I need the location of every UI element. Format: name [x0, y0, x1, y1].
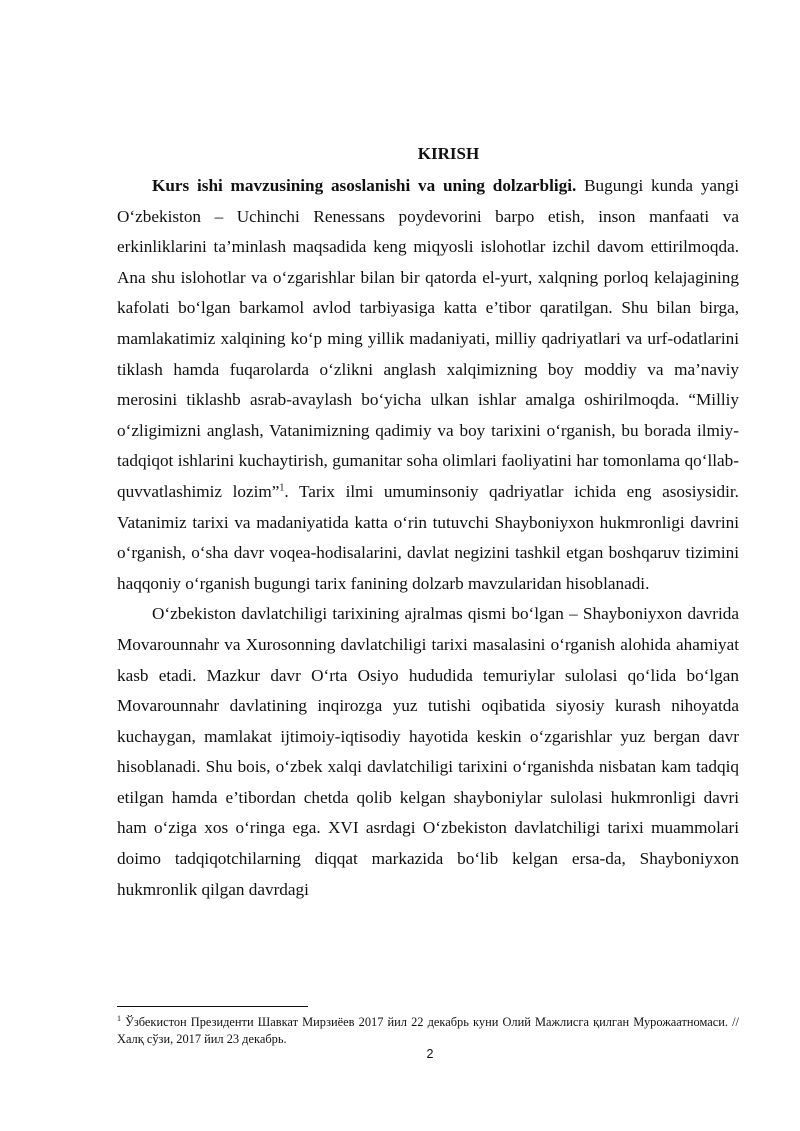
body-text	[117, 171, 739, 905]
footnote-reference[interactable]: 1	[279, 482, 285, 494]
footnote	[117, 1014, 739, 1047]
paragraph-1-text: Bugungi kunda yangi O‘zbekiston – Uchinchi Renessans poydevorini barpo etish, inson manfaati va erkinliklarini ta’minlash maqsadida keng miqyosli islohotlar izchil davom ettirilmoqda. Ana shu islohotlar va o‘zgarishlar bilan bir qatorda el-yurt, xalqning porloq kelajagining kafolati bo‘lgan barkamol avlod tarbiyasiga katta e’tibor qaratilgan. Shu bilan birga, mamlakatimiz xalqining ko‘p ming yillik madaniyati, milliy qadriyatlari va urf-odatlarini tiklash hamda fuqarolarda o‘zlikni anglash xalqimizning boy moddiy va ma’naviy merosini tiklashb asrab-avaylash bo‘yicha ulkan ishlar amalga oshirilmoqda. “Milliy o‘zligimizni anglash, Vatanimizning qadimiy va boy tarixini o‘rganish, bu borada ilmiy-tadqiqot ishlarini kuchaytirish, gumanitar soha olimlari faoliyatini har tomonlama qo‘llab-quvvatlashimiz lozim”	[117, 176, 740, 501]
paragraph-1-continuation: . Tarix ilmi umuminsoniy qadriyatlar ichida eng asosiysidir. Vatanimiz tarixi va madaniyatida katta o‘rin tutuvchi Shayboniyxon hukmronligi davrini o‘rganish, o‘sha davr voqea-hodisalarini, davlat negizini tashkil etgan boshqaruv tizimini haqqoniy o‘rganish bugungi tarix fanining dolzarb mavzularidan hisoblanadi.	[117, 481, 739, 593]
paragraph-2: O‘zbekiston davlatchiligi tarixining ajralmas qismi bo‘lgan – Shayboniyxon davrida Movarounnahr va Xurosonning davlatchiligi tarixi masalasini o‘rganish alohida ahamiyat kasb etadi. Mazkur davr O‘rta Osiyo hududida temuriylar sulolasi qo‘lida bo‘lgan Movarounnahr davlatining inqirozga yuz tutishi oqibatida siyosiy kurash nihoyatda kuchaygan, mamlakat ijtimoiy-iqtisodiy hayotida keskin o‘zgarishlar yuz bergan davr hisoblanadi. Shu bois, o‘zbek xalqi davlatchiligi tarixini o‘rganishda nisbatan kam tadqiq etilgan hamda e’tibordan chetda qolib kelgan shayboniylar sulolasi hukmronligi davri ham o‘ziga xos o‘ringa ega. XVI asrdagi O‘zbekiston davlatchiligi tarixi muammolari doimo tadqiqotchilarning diqqat markazida bo‘lib kelgan ersa-da, Shayboniyxon hukmronlik qilgan davrdagi	[117, 604, 739, 899]
section-heading: KIRISH	[417, 144, 480, 163]
page-number: 2	[426, 1047, 434, 1061]
paragraph-lead: Kurs ishi mavzusining asoslanishi va uning dolzarbligi.	[152, 176, 577, 195]
footnote-marker: 1	[117, 1013, 121, 1023]
footnote-text: Ўзбекистон Президенти Шавкат Мирзиёев 2017 йил 22 декабрь куни Олий Мажлисга қилган Мурожаатномаси. // Халқ сўзи, 2017 йил 23 декабрь.	[117, 1015, 739, 1046]
footnote-separator	[117, 1006, 308, 1007]
paragraph-1	[117, 171, 739, 599]
